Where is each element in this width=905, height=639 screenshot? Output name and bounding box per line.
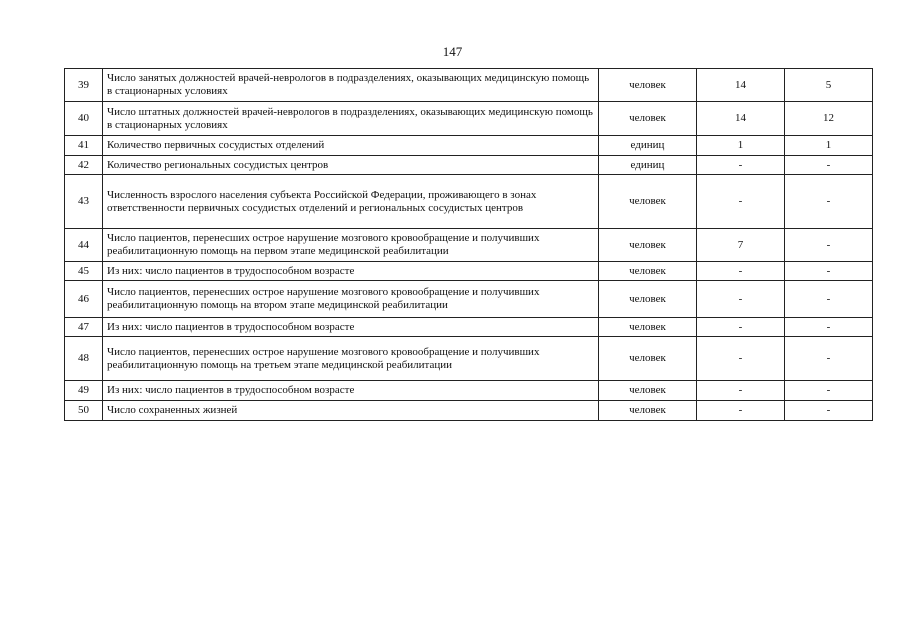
value-cell-2: - bbox=[785, 337, 873, 381]
indicator-name: Из них: число пациентов в трудоспособном возрасте bbox=[103, 318, 599, 337]
value-cell-1: - bbox=[697, 175, 785, 229]
indicator-name: Из них: число пациентов в трудоспособном возрасте bbox=[103, 262, 599, 281]
value-cell-2: - bbox=[785, 401, 873, 421]
value-cell-2: - bbox=[785, 229, 873, 262]
value-cell-1: 1 bbox=[697, 136, 785, 156]
page-number: 147 bbox=[442, 44, 463, 59]
unit-cell: человек bbox=[599, 318, 697, 337]
indicator-name: Число штатных должностей врачей-неврологов в подразделениях, оказывающих медицинскую помощь в стационарных условиях bbox=[103, 102, 599, 136]
indicator-name: Из них: число пациентов в трудоспособном возрасте bbox=[103, 381, 599, 401]
table-row bbox=[65, 337, 873, 381]
row-number: 43 bbox=[65, 175, 103, 229]
row-number: 48 bbox=[65, 337, 103, 381]
value-cell-2: 5 bbox=[785, 69, 873, 102]
table-row bbox=[65, 102, 873, 136]
indicators-table bbox=[64, 68, 873, 421]
value-cell-1: 14 bbox=[697, 69, 785, 102]
table-row bbox=[65, 318, 873, 337]
value-cell-2: 12 bbox=[785, 102, 873, 136]
unit-cell: единиц bbox=[599, 136, 697, 156]
indicator-name: Число пациентов, перенесших острое нарушение мозгового кровообращение и получивших реабилитационную помощь на третьем этапе медицинской реабилитации bbox=[103, 337, 599, 381]
value-cell-1: - bbox=[697, 262, 785, 281]
table-row bbox=[65, 156, 873, 175]
unit-cell: человек bbox=[599, 337, 697, 381]
row-number: 47 bbox=[65, 318, 103, 337]
value-cell-2: - bbox=[785, 175, 873, 229]
value-cell-1: - bbox=[697, 156, 785, 175]
table-row bbox=[65, 381, 873, 401]
unit-cell: единиц bbox=[599, 156, 697, 175]
value-cell-1: - bbox=[697, 281, 785, 318]
row-number: 46 bbox=[65, 281, 103, 318]
unit-cell: человек bbox=[599, 102, 697, 136]
row-number: 40 bbox=[65, 102, 103, 136]
row-number: 44 bbox=[65, 229, 103, 262]
unit-cell: человек bbox=[599, 69, 697, 102]
indicator-name: Количество первичных сосудистых отделений bbox=[103, 136, 599, 156]
value-cell-1: 14 bbox=[697, 102, 785, 136]
table-row bbox=[65, 262, 873, 281]
unit-cell: человек bbox=[599, 229, 697, 262]
table-row bbox=[65, 401, 873, 421]
unit-cell: человек bbox=[599, 401, 697, 421]
table-row bbox=[65, 136, 873, 156]
value-cell-2: - bbox=[785, 381, 873, 401]
table-row bbox=[65, 281, 873, 318]
row-number: 45 bbox=[65, 262, 103, 281]
table-row bbox=[65, 175, 873, 229]
table-row bbox=[65, 229, 873, 262]
row-number: 50 bbox=[65, 401, 103, 421]
indicator-name: Число пациентов, перенесших острое нарушение мозгового кровообращение и получивших реабилитационную помощь на втором этапе медицинской реабилитации bbox=[103, 281, 599, 318]
row-number: 41 bbox=[65, 136, 103, 156]
unit-cell: человек bbox=[599, 175, 697, 229]
value-cell-1: - bbox=[697, 318, 785, 337]
indicator-name: Число занятых должностей врачей-неврологов в подразделениях, оказывающих медицинскую помощь в стационарных условиях bbox=[103, 69, 599, 102]
value-cell-1: - bbox=[697, 337, 785, 381]
value-cell-2: - bbox=[785, 281, 873, 318]
value-cell-2: - bbox=[785, 318, 873, 337]
unit-cell: человек bbox=[599, 262, 697, 281]
unit-cell: человек bbox=[599, 281, 697, 318]
indicator-name: Число сохраненных жизней bbox=[103, 401, 599, 421]
unit-cell: человек bbox=[599, 381, 697, 401]
value-cell-2: - bbox=[785, 156, 873, 175]
indicator-name: Количество региональных сосудистых центров bbox=[103, 156, 599, 175]
value-cell-1: - bbox=[697, 381, 785, 401]
row-number: 42 bbox=[65, 156, 103, 175]
table-row bbox=[65, 69, 873, 102]
row-number: 49 bbox=[65, 381, 103, 401]
indicator-name: Число пациентов, перенесших острое нарушение мозгового кровообращение и получивших реабилитационную помощь на первом этапе медицинской реабилитации bbox=[103, 229, 599, 262]
value-cell-1: 7 bbox=[697, 229, 785, 262]
value-cell-2: 1 bbox=[785, 136, 873, 156]
row-number: 39 bbox=[65, 69, 103, 102]
indicator-name: Численность взрослого населения субъекта Российской Федерации, проживающего в зонах ответственности первичных сосудистых отделений и региональных сосудистых центров bbox=[103, 175, 599, 229]
value-cell-2: - bbox=[785, 262, 873, 281]
value-cell-1: - bbox=[697, 401, 785, 421]
